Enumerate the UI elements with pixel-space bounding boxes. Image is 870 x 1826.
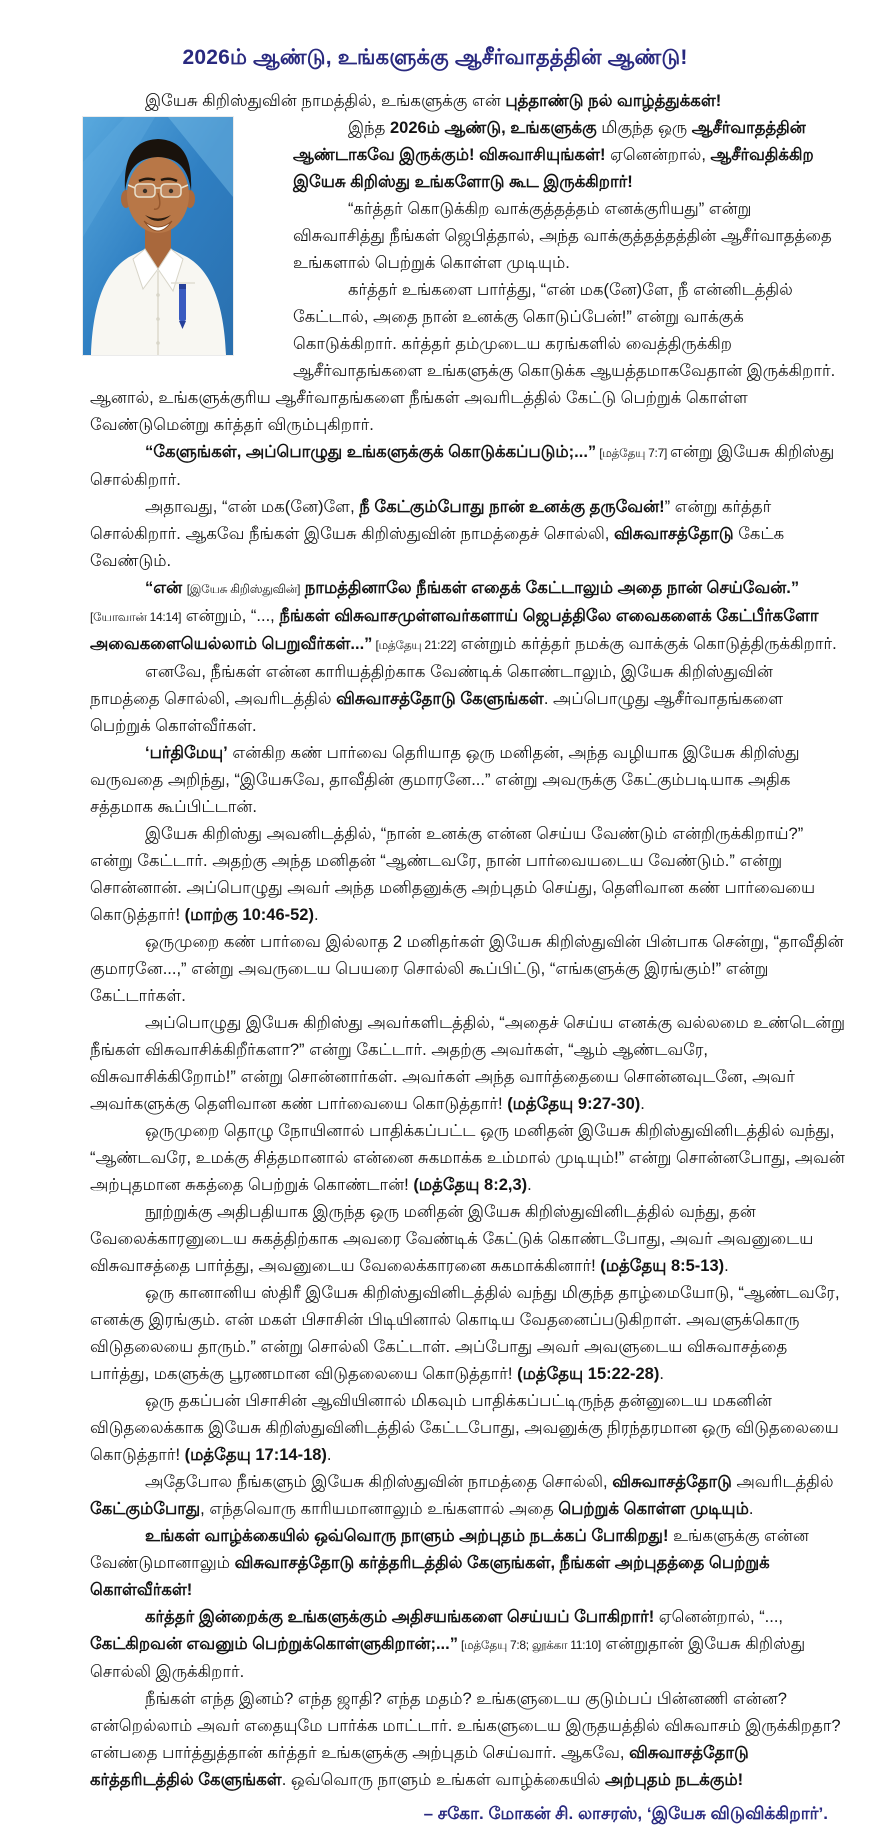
paragraph <box>90 740 846 821</box>
photo-pen <box>179 284 186 329</box>
text-segment-bold: நாமத்தினாலே நீங்கள் எதைக் கேட்டாலும் அதை நான் செய்வேன்.” <box>300 579 800 597</box>
text-segment: எனவே, நீங்கள் என்ன காரியத்திற்காக வேண்டிக் கொண்டாலும், இயேசு கிறிஸ்துவின் நாமத்தை சொல்லி, அவரிடத்தில் <box>90 663 773 708</box>
text-segment: என்றும், “..., <box>181 607 280 625</box>
text-segment-bold: (மத்தேயு 8:2,3) <box>413 1176 528 1194</box>
text-segment: ஒருமுறை தொழு நோயினால் பாதிக்கப்பட்ட ஒரு மனிதன் இயேசு கிறிஸ்துவினிடத்தில் வந்து, “ஆண்டவரே, உமக்கு சித்தமானால் என்னை சுகமாக்க உம்மால் முடியும்!” என்று சொன்னபோது, அவன் அற்புதமான சுகத்தை பெற்றுக் கொண்டான்! <box>90 1122 845 1194</box>
article-body <box>90 88 846 1794</box>
text-segment: என்கிற கண் பார்வை தெரியாத ஒரு மனிதன், அந்த வழியாக இயேசு கிறிஸ்து வருவதை அறிந்து, “இயேசுவே, தாவீதின் குமாரனே...” என்று அவருக்கு கேட்கும்படியாக அதிக சத்தமாக கூப்பிட்டான். <box>90 744 800 816</box>
scripture-reference: [மத்தேயு 21:22] <box>372 638 457 652</box>
text-segment: கர்த்தர் உங்களை பார்த்து, “என் மக(னே)ளே, நீ என்னிடத்தில் கேட்டால், அதை நான் உனக்கு கொடுப்பேன்!” என்று வாக்குக் கொடுக்கிறார். கர்த்தர் தம்முடைய கரங்களில் வைத்திருக்கிற ஆசீர்வாதங்களை உங்களுக்கு கொடுக்க ஆயத்தமாகவேதான் இருக்கிறார். ஆனால், உங்களுக்குரிய ஆசீர்வாதங்களை நீங்கள் அவரிடத்தில் கேட்டு பெற்றுக் கொள்ள வேண்டுமென்று கர்த்தர் விரும்புகிறார். <box>90 281 836 434</box>
text-segment: ஏனென்றால், <box>605 146 711 164</box>
photo-shirt-button <box>156 293 160 297</box>
text-segment: அப்பொழுது இயேசு கிறிஸ்து அவர்களிடத்தில், “அதைச் செய்ய எனக்கு வல்லமை உண்டென்று நீங்கள் விசுவாசிக்கிறீர்களா?” என்று கேட்டார். அதற்கு அவர்கள், “ஆம் ஆண்டவரே, விசுவாசிக்கிறோம்!” என்று சொன்னார்கள். அவர்கள் அந்த வார்த்தையை சொன்னவுடனே, அவர் அவர்களுக்கு தெளிவான கண் பார்வையை கொடுத்தார்! <box>90 1014 846 1113</box>
scripture-reference: [மத்தேயு 7:7] <box>596 446 671 460</box>
text-segment: என்றுதான் இயேசு கிறிஸ்து சொல்லி இருக்கிறார். <box>90 1635 806 1681</box>
paragraph <box>90 1686 846 1794</box>
text-segment-bold: ஆசீர்வதிக்கிற இயேசு கிறிஸ்து உங்களோடு கூட இருக்கிறார்! <box>293 146 814 191</box>
text-segment-bold: கேட்கிறவன் எவனும் பெற்றுக்கொள்ளுகிறான்;...” <box>90 1635 458 1653</box>
text-segment: இயேசு கிறிஸ்துவின் நாமத்தில், உங்களுக்கு என் <box>145 92 506 110</box>
text-segment: நூற்றுக்கு அதிபதியாக இருந்த ஒரு மனிதன் இயேசு கிறிஸ்துவினிடத்தில் வந்து, தன் வேலைக்காரனுடைய சுகத்திற்காக அவரை வேண்டிக் கேட்டுக் கொண்டபோது, அவர் அவனுடைய விசுவாசத்தை பார்த்து, அவனுடைய வேலைக்காரனை சுகமாக்கினார்! <box>90 1203 814 1275</box>
text-segment: ஒரு தகப்பன் பிசாசின் ஆவியினால் மிகவும் பாதிக்கப்பட்டிருந்த தன்னுடைய மகனின் விடுதலைக்காக இயேசு கிறிஸ்துவினிடத்தில் கேட்டபோது, அவனுக்கு நிரந்தரமான ஒரு விடுதலையை கொடுத்தார்! <box>90 1392 839 1464</box>
text-segment: . <box>748 1500 754 1518</box>
page-title: 2026ம் ஆண்டு, உங்களுக்கு ஆசீர்வாதத்தின் ஆண்டு! <box>182 46 688 69</box>
text-segment: மிகுந்த ஒரு <box>596 119 692 137</box>
text-segment: “கர்த்தர் கொடுக்கிற வாக்குத்தத்தம் எனக்குரியது” என்று விசுவாசித்து நீங்கள் ஜெபித்தால், அந்த வாக்குத்தத்தத்தின் ஆசீர்வாதத்தை உங்களால் பெற்றுக் கொள்ள முடியும். <box>293 200 832 272</box>
paragraph <box>90 1118 846 1199</box>
text-segment-bold: விசுவாசத்தோடு <box>612 1473 732 1491</box>
paragraph <box>90 1010 846 1118</box>
text-segment: ஒருமுறை கண் பார்வை இல்லாத 2 மனிதர்கள் இயேசு கிறிஸ்துவின் பின்பாக சென்று, “தாவீதின் குமாரனே...,” என்று அவருடைய பெயரை சொல்லி கூப்பிட்டு, “எங்களுக்கு இரங்கும்!” என்று கேட்டார்கள். <box>90 933 844 1005</box>
text-segment-bold: “என் <box>145 579 187 597</box>
photo-shirt-button <box>156 341 160 345</box>
scripture-reference: [மத்தேயு 7:8; லூக்கா 11:10] <box>457 1638 601 1652</box>
text-segment: இந்த <box>348 119 390 137</box>
photo-shirt-button <box>156 317 160 321</box>
author-signature: – சகோ. மோகன் சி. லாசரஸ், ‘இயேசு விடுவிக்கிறார்’. <box>423 1804 828 1823</box>
text-segment: ” என்று கர்த்தர் சொல்கிறார். ஆகவே நீங்கள் இயேசு கிறிஸ்துவின் நாமத்தைச் சொல்லி, <box>90 498 772 543</box>
text-segment: அதேபோல நீங்களும் இயேசு கிறிஸ்துவின் நாமத்தை சொல்லி, <box>145 1473 613 1491</box>
text-segment: . ஒவ்வொரு நாளும் உங்கள் வாழ்க்கையில் <box>281 1771 606 1789</box>
paragraph <box>90 575 846 659</box>
author-photo-drawing <box>83 117 233 355</box>
text-segment-bold: பெற்றுக் கொள்ள முடியும் <box>558 1500 749 1518</box>
text-segment-bold: விசுவாசத்தோடு <box>613 525 734 543</box>
paragraph <box>90 929 846 1010</box>
scripture-reference: [யோவான் 14:14] <box>90 610 182 624</box>
paragraph <box>90 1280 846 1388</box>
text-segment-bold: புத்தாண்டு நல் வாழ்த்துக்கள்! <box>505 92 722 110</box>
text-segment: நீங்கள் எந்த இனம்? எந்த ஜாதி? எந்த மதம்? உங்களுடைய குடும்பப் பின்னணி என்ன? என்றெல்லாம் அவர் எதையுமே பார்க்க மாட்டார். உங்களுடைய இருதயத்தில் விசுவாசம் இருக்கிறதா? என்பதை பார்த்துத்தான் கர்த்தர் உங்களுக்கு அற்புதம் செய்வார். ஆகவே, <box>90 1690 841 1762</box>
text-segment: . <box>313 906 319 924</box>
text-segment-bold: விசுவாசத்தோடு கர்த்தரிடத்தில் கேளுங்கள், நீங்கள் அற்புதத்தை பெற்றுக் கொள்வீர்கள்! <box>90 1554 770 1599</box>
paragraph <box>90 115 846 196</box>
text-segment-bold: உங்கள் வாழ்க்கையில் ஒவ்வொரு நாளும் அற்புதம் நடக்கப் போகிறது! <box>145 1527 669 1545</box>
paragraph <box>90 1388 846 1469</box>
text-segment: இயேசு கிறிஸ்து அவனிடத்தில், “நான் உனக்கு என்ன செய்ய வேண்டும் என்றிருக்கிறாய்?” என்று கேட்டார். அதற்கு அந்த மனிதன் “ஆண்டவரே, நான் பார்வையடைய வேண்டும்.” என்று சொன்னான். அப்பொழுது அவர் அந்த மனிதனுக்கு அற்புதம் செய்து, தெளிவான கண் பார்வையை கொடுத்தார்! <box>90 825 816 924</box>
text-segment: . <box>527 1176 532 1194</box>
paragraph <box>90 1604 846 1686</box>
text-segment-bold: (மாற்கு 10:46-52) <box>184 906 314 924</box>
text-segment-bold: ஆசீர்வாதத்தின் ஆண்டாகவே இருக்கும்! விசுவாசியுங்கள்! <box>293 119 806 164</box>
text-segment: உங்களுக்கு என்ன வேண்டுமானாலும் <box>90 1527 809 1572</box>
text-segment-bold: (மத்தேயு 9:27-30) <box>507 1095 641 1113</box>
paragraph <box>90 1523 846 1604</box>
paragraph <box>90 1469 846 1523</box>
text-segment-bold: ‘பர்திமேயு’ <box>145 744 228 762</box>
text-segment-bold: 2026ம் ஆண்டு, உங்களுக்கு <box>389 119 597 137</box>
text-segment-bold: (மத்தேயு 8:5-13) <box>600 1257 725 1275</box>
text-segment: என்றும் கர்த்தர் நமக்கு வாக்குக் கொடுத்திருக்கிறார். <box>456 635 837 653</box>
text-segment: அவரிடத்தில் <box>731 1473 834 1491</box>
text-segment: ஏனென்றால், “..., <box>654 1608 784 1626</box>
paragraph <box>90 494 846 575</box>
text-segment-bold: நீங்கள் விசுவாசமுள்ளவர்களாய் ஜெபத்திலே எவைகளைக் கேட்பீர்களோ அவைகளையெல்லாம் பெறுவீர்கள்...” <box>90 607 819 653</box>
text-segment-bold: அற்புதம் நடக்கும்! <box>605 1771 744 1789</box>
text-segment: . <box>640 1095 645 1113</box>
text-segment-bold: நீ கேட்கும்போது நான் உனக்கு தருவேன்! <box>359 498 665 516</box>
text-segment-bold: விசுவாசத்தோடு கேளுங்கள் <box>336 690 544 708</box>
text-segment-bold: கர்த்தர் இன்றைக்கு உங்களுக்கும் அதிசயங்களை செய்யப் போகிறார்! <box>145 1608 655 1626</box>
text-segment-bold: “கேளுங்கள், அப்பொழுது உங்களுக்குக் கொடுக்கப்படும்;...” <box>145 443 597 461</box>
text-segment: . <box>724 1257 729 1275</box>
paragraph <box>90 659 846 740</box>
text-segment-bold: (மத்தேயு 17:14-18) <box>184 1446 327 1464</box>
text-segment: என்று இயேசு கிறிஸ்து சொல்கிறார். <box>90 443 835 489</box>
text-segment: . <box>659 1365 664 1383</box>
text-segment-bold: கேட்கும்போது <box>90 1500 201 1518</box>
text-segment-bold: விசுவாசத்தோடு கர்த்தரிடத்தில் கேளுங்கள் <box>90 1744 749 1789</box>
text-segment: . <box>326 1446 332 1464</box>
paragraph <box>90 821 846 929</box>
author-photo <box>83 117 233 355</box>
paragraph <box>90 88 846 115</box>
scripture-reference: [இயேசு கிறிஸ்துவின்] <box>186 582 301 596</box>
paragraph <box>90 439 846 494</box>
paragraph <box>90 1199 846 1280</box>
text-segment: ஒரு கானானிய ஸ்திரீ இயேசு கிறிஸ்துவினிடத்தில் வந்து மிகுந்த தாழ்மையோடு, “ஆண்டவரே, எனக்கு இரங்கும். என் மகள் பிசாசின் பிடியினால் கொடிய வேதனைப்படுகிறாள். அவளுக்கொரு விடுதலையை தாரும்.” என்று சொல்லி கேட்டாள். அப்போது அவர் அவளுடைய விசுவாசத்தை பார்த்து, மகளுக்கு பூரணமான விடுதலையை கொடுத்தார்! <box>90 1284 840 1383</box>
text-segment: அதாவது, “என் மக(னே)ளே, <box>145 498 360 516</box>
text-segment: , எந்தவொரு காரியமானாலும் உங்களால் அதை <box>200 1500 559 1518</box>
text-segment: கேட்க வேண்டும். <box>90 525 785 570</box>
text-segment: . அப்பொழுது ஆசீர்வாதங்களை பெற்றுக் கொள்வீர்கள். <box>90 690 784 735</box>
text-segment-bold: (மத்தேயு 15:22-28) <box>517 1365 660 1383</box>
